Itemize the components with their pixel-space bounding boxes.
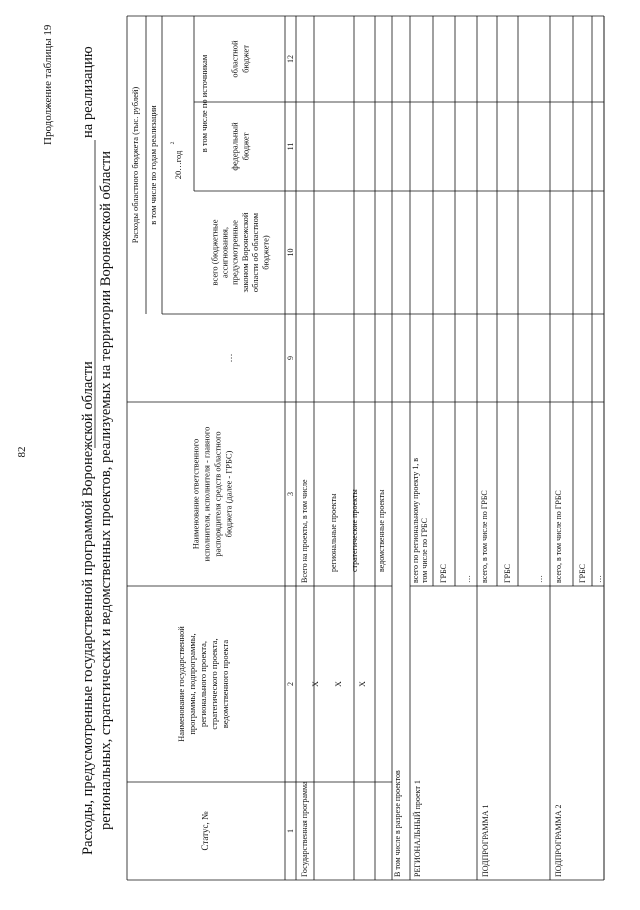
row-subprogram-2: ПОДПРОГРАММА 2 [554,804,563,877]
row-in-projects: В том числе в разрезе проектов [393,770,402,877]
header-by-years: в том числе по годам реализации [148,105,158,225]
title-line-1-left: Расходы, предусмотренные государственной программой Воронежской области [80,361,96,855]
row-rp1-dots: … [463,575,472,583]
row-rp1-total-2: том числе по ГРБС [420,518,429,583]
header-expenses: Расходы областного бюджета (тыс. рублей) [130,86,140,244]
header-total-line: бюджете) [260,235,271,270]
header-year-sup: 2 [170,141,176,145]
col-number-1: 1 [286,829,295,833]
budget-table [127,16,604,880]
row-sp2-grbs: ГРБС [578,564,587,583]
row-rp1-grbs: ГРБС [439,564,448,583]
header-regional-line: областной [229,40,240,78]
title-line-2: региональных, стратегических и ведомственных проектов, реализуемых на территории Воронежской области [98,150,114,830]
row-departmental-projects: ведомственные проекты [377,489,386,572]
continuation-note: Продолжение таблицы 19 [42,24,54,145]
header-executor-line: бюджета (далее - ГРБС) [223,450,234,538]
col-number-6: 11 [286,142,295,151]
header-program-name-line: стратегического проекта, [208,638,219,730]
row-regional-projects: региональные проекты [329,493,338,572]
header-total-line: области об областном [250,212,261,293]
header-total-line: законом Воронежской [239,212,250,293]
header-program-name-line: ведомственного проекта [219,639,230,729]
header-program-name-line: регионального проекта, [197,641,208,727]
row-sp1-dots: … [535,575,544,583]
row-rp1-total: всего по региональному проекту 1, в [411,457,420,583]
header-federal-line: бюджет [240,132,251,161]
row-strategic-projects: стратегические проекты [350,489,359,572]
row-regional-project-1: РЕГИОНАЛЬНЫЙ проект 1 [413,780,422,877]
header-ellipsis: … [224,353,234,363]
row-gov-program: Государственная программа [300,781,309,877]
header-executor-line: исполнителя, исполнителя - главного [201,426,212,562]
title-line-1-right: на реализацию [80,46,96,138]
row-x-departmental: X [358,681,367,687]
header-total-line: всего (бюджетные [209,219,220,286]
row-sp1-total: всего, в том числе по ГРБС [480,490,489,583]
header-by-sources: в том числе по источникам [199,54,209,153]
col-number-2: 2 [286,682,295,686]
header-executor-line: Наименование ответственного [190,438,201,550]
row-all-projects: Всего на проекты, в том числе [300,479,309,583]
header-program-name-line: программы, подпрограммы, [186,633,197,735]
row-subprogram-1: ПОДПРОГРАММА 1 [481,804,490,877]
col-number-3: 3 [286,492,295,496]
header-executor-line: распорядителя средств областного [212,431,223,557]
header-total-line: ассигнования, [219,227,230,278]
header-year: 20…год [173,150,183,180]
row-sp1-grbs: ГРБС [503,564,512,583]
header-program-name-line: Наименование государственной [175,626,186,742]
header-federal-line: федеральный [229,122,240,171]
col-number-4: 9 [286,356,295,360]
row-x-strategic: X [334,681,343,687]
row-x-regional: X [311,681,320,687]
header-total-line: предусмотренные [229,220,240,285]
row-sp2-total: всего, в том числе по ГРБС [554,490,563,583]
header-status: Статус, № [200,811,210,851]
col-number-7: 12 [286,55,295,63]
header-regional-line: бюджет [240,45,251,73]
col-number-5: 10 [286,248,295,257]
row-sp2-dots: … [594,575,603,583]
page-number: 82 [16,446,28,458]
